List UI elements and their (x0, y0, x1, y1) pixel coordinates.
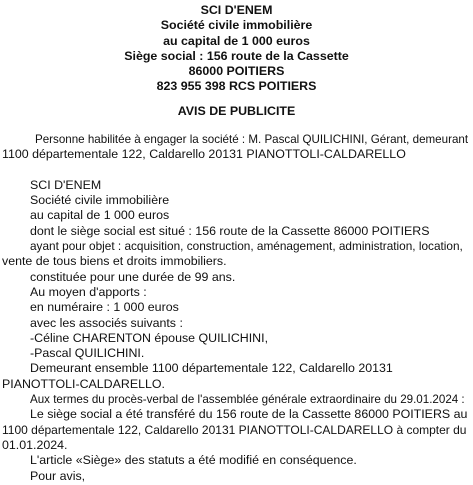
body-line: vente de tous biens et droits immobiliers. (2, 254, 227, 269)
body-line: -Céline CHARENTON épouse QUILICHINI, (30, 330, 269, 345)
body-line: avec les associés suivants : (30, 315, 183, 330)
body-line: 01.01.2024. (2, 437, 68, 452)
body-line: ayant pour objet : acquisition, construction, aménagement, administration, location, (30, 239, 463, 254)
body-line: Pour avis, (30, 468, 86, 483)
body-line: Au moyen d'apports : (30, 284, 147, 299)
company-city: 86000 POITIERS (188, 64, 285, 79)
company-capital: au capital de 1 000 euros (163, 33, 310, 48)
company-header (0, 3, 473, 95)
body-line: en numéraire : 1 000 euros (30, 300, 179, 315)
body-line: Société civile immobilière (30, 193, 170, 208)
body-line: Le siège social a été transféré du 156 route de la Cassette 86000 POITIERS au (30, 407, 468, 422)
company-name: SCI D'ENEM (200, 3, 273, 17)
company-rcs: 823 955 398 RCS POITIERS (156, 79, 317, 94)
notice-title: AVIS DE PUBLICITE (177, 104, 296, 118)
body-line: -Pascal QUILICHINI. (30, 346, 145, 361)
notice-body (0, 132, 469, 484)
company-address: Siège social : 156 route de la Cassette (124, 48, 349, 63)
body-line: au capital de 1 000 euros (30, 208, 170, 223)
body-line: Demeurant ensemble 1100 départementale 122, Caldarello 20131 (30, 361, 393, 376)
body-line: L'article «Siège» des statuts a été modifié en conséquence. (30, 453, 357, 468)
body-line: PIANOTTOLI-CALDARELLO. (2, 376, 165, 391)
body-line: SCI D'ENEM (30, 177, 102, 192)
body-line: dont le siège social est situé : 156 route de la Cassette 86000 POITIERS (30, 223, 430, 238)
body-line: constituée pour une durée de 99 ans. (30, 269, 236, 284)
body-line: 1100 départementale 122, Caldarello 20131 PIANOTTOLI-CALDARELLO à compter du (2, 422, 467, 437)
body-line: Aux termes du procès-verbal de l'assemblée générale extraordinaire du 29.01.2024 : (30, 393, 465, 407)
company-type: Société civile immobilière (160, 18, 313, 33)
paragraph-line: 1100 départementale 122, Caldarello 20131 PIANOTTOLI-CALDARELLO (2, 147, 406, 162)
paragraph-line: Personne habilitée à engager la société : M. Pascal QUILICHINI, Gérant, demeurant (35, 133, 469, 146)
